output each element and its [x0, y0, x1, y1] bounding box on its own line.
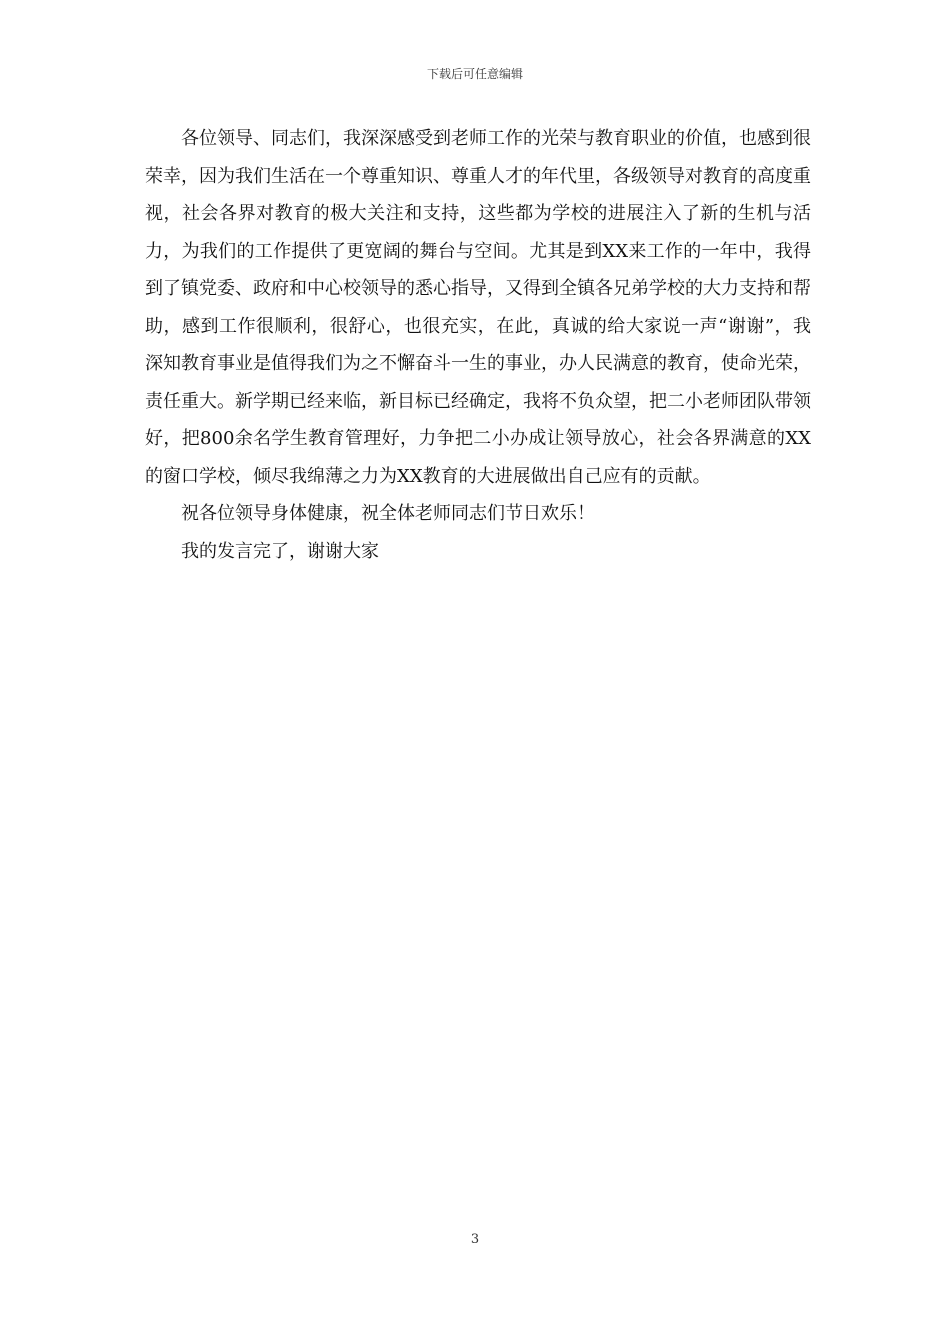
- paragraph-speech-main: 各位领导、同志们，我深深感受到老师工作的光荣与教育职业的价值，也感到很荣幸，因为我们生活在一个尊重知识、尊重人才的年代里，各级领导对教育的高度重视，社会各界对教育的极大关注和支持，这些都为学校的进展注入了新的生机与活力，为我们的工作提供了更宽阔的舞台与空间。尤其是到XX来工作的一年中，我得到了镇党委、政府和中心校领导的悉心指导，又得到全镇各兄弟学校的大力支持和帮助，感到工作很顺利，很舒心，也很充实，在此，真诚的给大家说一声“谢谢”，我深知教育事业是值得我们为之不懈奋斗一生的事业，办人民满意的教育，使命光荣，责任重大。新学期已经来临，新目标已经确定，我将不负众望，把二小老师团队带领好，把800余名学生教育管理好，力争把二小办成让领导放心，社会各界满意的XX的窗口学校，倾尽我绵薄之力为XX教育的大进展做出自己应有的贡献。: [145, 128, 811, 487]
- page-number: 3: [470, 1232, 480, 1247]
- paragraph-blessing: 祝各位领导身体健康，祝全体老师同志们节日欢乐！: [181, 503, 595, 524]
- paragraph-closing: 我的发言完了，谢谢大家: [181, 540, 379, 562]
- page-header: 下载后可任意编辑: [426, 67, 523, 81]
- document-body: [145, 120, 811, 570]
